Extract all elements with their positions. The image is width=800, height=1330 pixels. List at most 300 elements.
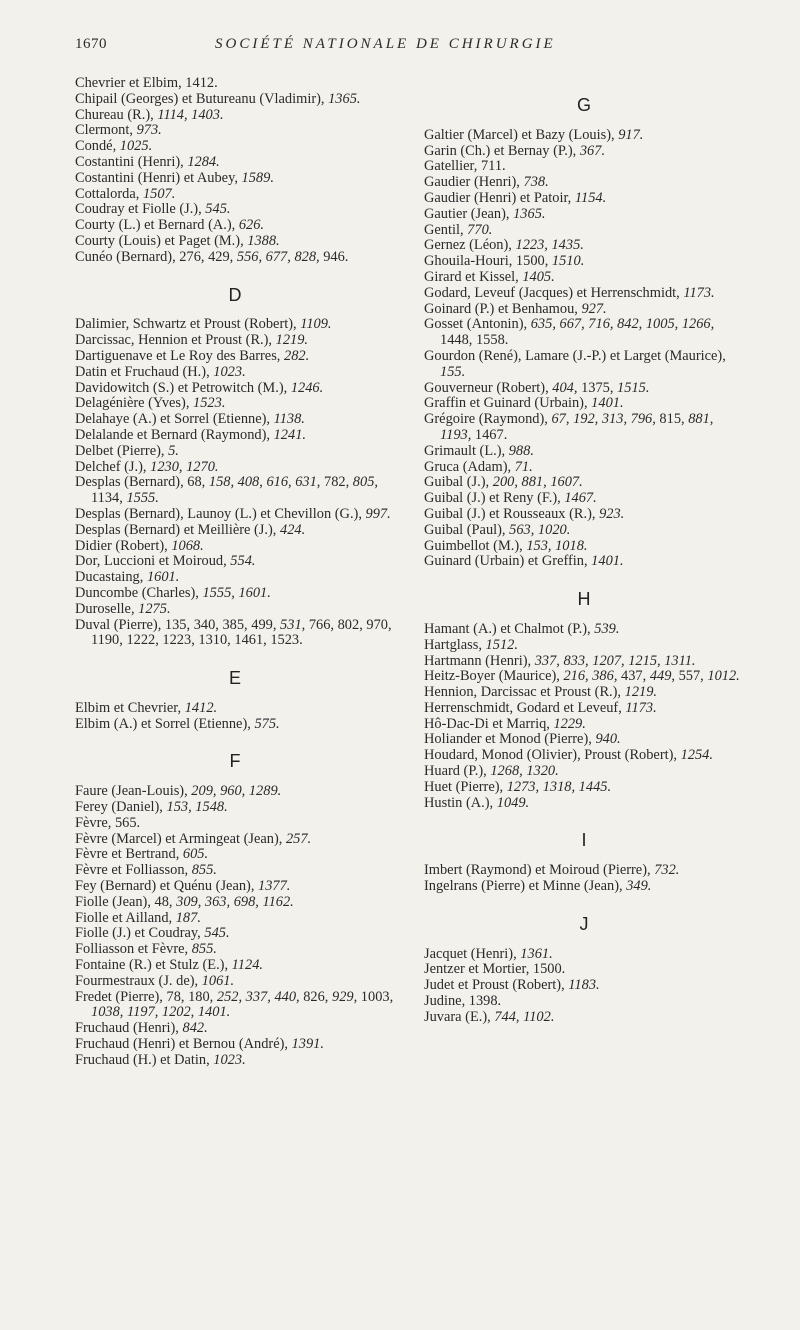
entry-text: Duval (Pierre), 135, 340, 385, 499,: [75, 616, 281, 633]
section-letter-text: E: [228, 668, 241, 689]
section-letter: [424, 913, 744, 934]
entry-text: Gaudier (Henri),: [424, 174, 524, 191]
index-entry: [75, 155, 395, 171]
entry-page-refs-italic: 545.: [205, 201, 231, 218]
section-letter: [424, 830, 744, 851]
index-entry: [75, 76, 395, 92]
entry-text: 766, 802, 970, 1190, 1222, 1223, 1310, 1461, 1523.: [91, 616, 392, 649]
entry-page-refs-italic: 1109.: [300, 316, 332, 333]
entry-text: Hartglass,: [424, 636, 486, 653]
entry-text: Grégoire (Raymond),: [424, 411, 552, 428]
entry-text: Condé,: [75, 138, 120, 155]
entry-page-refs-italic: 626.: [238, 217, 265, 234]
entry-page-refs-italic: 1275.: [138, 600, 171, 617]
entry-page-refs-italic: 153, 1548.: [166, 799, 228, 816]
entry-page-refs-italic: 531,: [280, 616, 306, 633]
index-entry: [75, 602, 395, 618]
entry-page-refs-italic: 282.: [284, 347, 310, 364]
index-entry: [75, 250, 395, 266]
entry-page-refs-italic: 424.: [280, 521, 306, 538]
index-entry: [75, 1021, 395, 1037]
section-letter-text: G: [576, 95, 591, 115]
index-column-left: [75, 76, 395, 1069]
entry-text: Judet et Proust (Robert),: [424, 977, 569, 994]
index-entry: [75, 974, 395, 990]
entry-text: Costantini (Henri),: [75, 153, 188, 170]
entry-text: Clermont,: [75, 122, 137, 139]
index-entry: [424, 144, 744, 160]
index-entry: [75, 349, 395, 365]
entry-page-refs-italic: 1555.: [126, 490, 159, 507]
entry-text: Galtier (Marcel) et Bazy (Louis),: [424, 126, 619, 143]
entry-page-refs-italic: 1154.: [574, 189, 607, 206]
index-entry: [424, 654, 744, 670]
index-entry: [75, 717, 395, 733]
entry-page-refs-italic: 855.: [191, 941, 217, 958]
entry-text: Ducastaing,: [75, 569, 147, 586]
entry-text: Heitz-Boyer (Maurice),: [424, 668, 564, 685]
index-entry: [424, 539, 744, 555]
entry-text: Darcissac, Hennion et Proust (R.),: [75, 332, 276, 349]
entry-text: Godard, Leveuf (Jacques) et Herrenschmidt,: [424, 284, 684, 301]
index-entry: [424, 764, 744, 780]
index-entry: [75, 523, 395, 539]
index-entry: [424, 780, 744, 796]
entry-text: Delbet (Pierre),: [75, 442, 169, 459]
index-entry: [75, 428, 395, 444]
index-column-right: [424, 76, 744, 1026]
section-letter-text: J: [579, 913, 589, 934]
entry-page-refs-italic: 1401.: [591, 395, 624, 412]
index-entry: [75, 460, 395, 476]
entry-text: Davidowitch (S.) et Petrowitch (M.),: [75, 379, 291, 396]
index-entry: [424, 412, 744, 444]
entry-text: Fey (Bernard) et Quénu (Jean),: [75, 878, 259, 895]
entry-text: Fredet (Pierre), 78, 180,: [75, 988, 217, 1005]
index-entry: [75, 1037, 395, 1053]
entry-text: Delalande et Bernard (Raymond),: [75, 426, 274, 443]
index-entry: [75, 958, 395, 974]
entry-page-refs-italic: 252, 337, 440,: [216, 988, 300, 1005]
entry-text: Folliasson et Fèvre,: [75, 941, 192, 958]
entry-text: 437,: [617, 668, 650, 685]
entry-text: Hô-Dac-Di et Marriq,: [424, 715, 554, 732]
index-entry: [424, 1010, 744, 1026]
index-entry: [75, 139, 395, 155]
index-entry: [424, 554, 744, 570]
entry-text: Guibal (J.) et Reny (F.),: [424, 490, 565, 507]
entry-page-refs-italic: 732.: [654, 862, 680, 879]
entry-page-refs-italic: 997.: [365, 505, 391, 522]
index-entry: [424, 302, 744, 318]
index-entry: [75, 412, 395, 428]
entry-text: Fèvre (Marcel) et Armingeat (Jean),: [75, 830, 286, 847]
section-letter: [424, 589, 744, 610]
entry-text: Fiolle (J.) et Coudray,: [75, 925, 205, 942]
entry-text: 557,: [675, 668, 708, 685]
entry-text: Fiolle et Ailland,: [75, 909, 176, 926]
index-entry: [424, 732, 744, 748]
entry-text: 1375,: [577, 379, 618, 396]
entry-text: Hennion, Darcissac et Proust (R.),: [424, 684, 625, 701]
entry-page-refs-italic: 1365.: [328, 90, 361, 107]
section-letter: [75, 751, 395, 772]
index-entry: [75, 396, 395, 412]
index-entry: [424, 879, 744, 895]
entry-page-refs-italic: 1388.: [247, 232, 280, 249]
entry-page-refs-italic: 1114, 1403.: [157, 106, 224, 123]
entry-page-refs-italic: 1219.: [275, 332, 309, 349]
entry-page-refs-italic: 563, 1020.: [509, 521, 571, 538]
entry-text: Didier (Robert),: [75, 537, 172, 554]
index-entry: [424, 475, 744, 491]
entry-text: Graffin et Guinard (Urbain),: [424, 395, 592, 412]
section-letter: [75, 284, 395, 305]
entry-page-refs-italic: 216, 386,: [563, 668, 618, 685]
index-entry: [424, 685, 744, 701]
entry-page-refs-italic: 1523.: [193, 395, 226, 412]
entry-text: 782,: [320, 474, 353, 491]
entry-page-refs-italic: 1229.: [553, 715, 586, 732]
entry-page-refs-italic: 1246.: [290, 379, 324, 396]
entry-page-refs-italic: 1049.: [496, 794, 530, 811]
entry-page-refs-italic: 1284.: [187, 153, 220, 170]
entry-page-refs-italic: 635, 667, 716, 842, 1005, 1266,: [530, 316, 715, 333]
entry-page-refs-italic: 1173.: [683, 284, 715, 301]
entry-text: Courty (L.) et Bernard (A.),: [75, 217, 239, 234]
index-entry: [75, 990, 395, 1022]
entry-page-refs-italic: 1555, 1601.: [202, 584, 271, 601]
index-entry: [424, 962, 744, 978]
entry-text: Gatellier, 711.: [424, 158, 506, 175]
section-letter-text: D: [228, 284, 242, 305]
entry-page-refs-italic: 1230, 1270.: [150, 458, 219, 475]
entry-text: 815,: [655, 411, 689, 428]
entry-text: Gourdon (René), Lamare (J.-P.) et Larget (Maurice),: [424, 347, 726, 364]
entry-page-refs-italic: 973.: [136, 122, 162, 139]
index-entry: [75, 554, 395, 570]
entry-page-refs-italic: 155.: [440, 363, 466, 380]
entry-page-refs-italic: 738.: [523, 174, 549, 191]
index-entry: [424, 128, 744, 144]
entry-text: Ferey (Daniel),: [75, 799, 167, 816]
entry-text: Delahaye (A.) et Sorrel (Etienne),: [75, 411, 274, 428]
index-entry: [424, 947, 744, 963]
entry-page-refs-italic: 1589.: [241, 169, 274, 186]
entry-page-refs-italic: 1515.: [617, 379, 650, 396]
entry-text: Dalimier, Schwartz et Proust (Robert),: [75, 316, 301, 333]
index-entry: [424, 207, 744, 223]
entry-text: Chipail (Georges) et Butureanu (Vladimir),: [75, 90, 329, 107]
page-number: 1670: [75, 36, 107, 52]
entry-text: Huet (Pierre),: [424, 778, 507, 795]
section-letter-text: H: [577, 589, 591, 610]
entry-text: Fèvre, 565.: [75, 814, 141, 831]
index-entry: [424, 669, 744, 685]
entry-text: Gosset (Antonin),: [424, 316, 531, 333]
index-entry: [424, 349, 744, 381]
entry-page-refs-italic: 67, 192, 313, 796,: [551, 411, 656, 428]
index-entry: [75, 701, 395, 717]
index-entry: [75, 863, 395, 879]
index-entry: [75, 911, 395, 927]
entry-page-refs-italic: 556, 677, 828,: [236, 248, 320, 265]
index-entry: [75, 381, 395, 397]
index-entry: [75, 365, 395, 381]
index-entry: [75, 800, 395, 816]
entry-text: Grimault (L.),: [424, 442, 509, 459]
entry-text: Ingelrans (Pierre) et Minne (Jean),: [424, 878, 627, 895]
entry-page-refs-italic: 337, 833, 1207, 1215, 1311.: [534, 652, 696, 669]
entry-text: Faure (Jean-Louis),: [75, 783, 192, 800]
index-entry: [424, 175, 744, 191]
entry-page-refs-italic: 1401.: [591, 553, 624, 570]
entry-page-refs-italic: 1012.: [707, 668, 740, 685]
entry-page-refs-italic: 539.: [594, 620, 620, 637]
entry-page-refs-italic: 404,: [552, 379, 578, 396]
entry-page-refs-italic: 1510.: [551, 253, 585, 270]
entry-text: Fiolle (Jean), 48,: [75, 893, 177, 910]
entry-text: Garin (Ch.) et Bernay (P.),: [424, 142, 580, 159]
index-entry: [424, 381, 744, 397]
entry-page-refs-italic: 158, 408, 616, 631,: [208, 474, 321, 491]
index-entry: [75, 816, 395, 832]
entry-page-refs-italic: 1377.: [258, 878, 291, 895]
index-entry: [424, 622, 744, 638]
index-entry: [424, 223, 744, 239]
entry-text: Hamant (A.) et Chalmot (P.),: [424, 620, 595, 637]
entry-page-refs-italic: 545.: [204, 925, 230, 942]
index-entry: [75, 847, 395, 863]
entry-text: Guimbellot (M.),: [424, 537, 527, 554]
entry-page-refs-italic: 1183.: [568, 977, 600, 994]
entry-page-refs-italic: 855.: [191, 862, 217, 879]
entry-text: Duncombe (Charles),: [75, 584, 203, 601]
index-entry: [75, 187, 395, 203]
index-entry: [75, 475, 395, 507]
entry-text: Guinard (Urbain) et Greffin,: [424, 553, 592, 570]
entry-page-refs-italic: 1023.: [213, 363, 246, 380]
index-entry: [424, 978, 744, 994]
entry-text: Houdard, Monod (Olivier), Proust (Robert),: [424, 747, 681, 764]
entry-text: Gautier (Jean),: [424, 205, 514, 222]
entry-text: 1003,: [357, 988, 394, 1005]
index-entry: [424, 994, 744, 1010]
entry-text: Cottalorda,: [75, 185, 143, 202]
entry-page-refs-italic: 1138.: [273, 411, 305, 428]
entry-text: Holiander et Monod (Pierre),: [424, 731, 596, 748]
index-entry: [75, 895, 395, 911]
entry-page-refs-italic: 1512.: [485, 636, 518, 653]
entry-text: Gentil,: [424, 221, 468, 238]
entry-text: Dartiguenave et Le Roy des Barres,: [75, 347, 284, 364]
entry-page-refs-italic: 1223, 1435.: [515, 237, 584, 254]
entry-page-refs-italic: 1405.: [522, 268, 555, 285]
page-header: [75, 36, 735, 56]
entry-text: Hustin (A.),: [424, 794, 497, 811]
entry-page-refs-italic: 770.: [467, 221, 493, 238]
index-entry: [424, 444, 744, 460]
section-letter: [75, 668, 395, 689]
entry-page-refs-italic: 842.: [182, 1020, 208, 1037]
entry-page-refs-italic: 917.: [618, 126, 644, 143]
index-entry: [424, 748, 744, 764]
entry-page-refs-italic: 881, 1193,: [440, 411, 714, 443]
entry-page-refs-italic: 1124.: [231, 957, 263, 974]
entry-page-refs-italic: 1273, 1318, 1445.: [506, 778, 612, 795]
entry-page-refs-italic: 1061.: [201, 972, 235, 989]
index-entry: [75, 507, 395, 523]
entry-text: Girard et Kissel,: [424, 268, 523, 285]
entry-page-refs-italic: 1412.: [184, 699, 218, 716]
entry-text: Gouverneur (Robert),: [424, 379, 553, 396]
index-entry: [424, 863, 744, 879]
index-entry: [75, 784, 395, 800]
entry-page-refs-italic: 554.: [230, 553, 256, 570]
entry-text: Jacquet (Henri),: [424, 945, 521, 962]
entry-text: Chevrier et Elbim, 1412.: [75, 75, 218, 91]
entry-text: Datin et Fruchaud (H.),: [75, 363, 214, 380]
entry-page-refs-italic: 71.: [514, 458, 533, 475]
entry-text: Herrenschmidt, Godard et Leveuf,: [424, 699, 626, 716]
entry-text: Desplas (Bernard) et Meillière (J.),: [75, 521, 280, 538]
index-entry: [75, 879, 395, 895]
index-entry: [75, 926, 395, 942]
entry-text: Gaudier (Henri) et Patoir,: [424, 189, 575, 206]
entry-text: 1467.: [471, 426, 508, 443]
entry-page-refs-italic: 1038, 1197, 1202, 1401.: [91, 1004, 231, 1021]
entry-page-refs-italic: 605.: [182, 846, 209, 863]
index-entry: [424, 717, 744, 733]
entry-page-refs-italic: 575.: [254, 715, 280, 732]
index-entry: [424, 396, 744, 412]
entry-page-refs-italic: 1391.: [291, 1036, 324, 1053]
index-entry: [75, 171, 395, 187]
index-entry: [75, 832, 395, 848]
index-entry: [424, 191, 744, 207]
entry-text: Fruchaud (Henri) et Bernou (André),: [75, 1036, 292, 1053]
entry-page-refs-italic: 1507.: [142, 185, 176, 202]
index-entry: [75, 333, 395, 349]
entry-page-refs-italic: 927.: [581, 300, 607, 317]
entry-page-refs-italic: 940.: [595, 731, 621, 748]
entry-page-refs-italic: 1173.: [625, 699, 657, 716]
entry-text: Coudray et Fiolle (J.),: [75, 201, 206, 218]
index-entry: [75, 317, 395, 333]
entry-page-refs-italic: 349.: [626, 878, 652, 895]
entry-page-refs-italic: 1241.: [273, 426, 306, 443]
entry-text: Fourmestraux (J. de),: [75, 972, 202, 989]
entry-page-refs-italic: 209, 960, 1289.: [191, 783, 282, 800]
entry-text: Cunéo (Bernard), 276, 429,: [75, 248, 237, 265]
entry-text: Fèvre et Folliasson,: [75, 862, 192, 879]
entry-text: Ghouila-Houri, 1500,: [424, 253, 552, 270]
entry-page-refs-italic: 1268, 1320.: [490, 763, 559, 780]
entry-page-refs-italic: 367.: [579, 142, 606, 159]
entry-page-refs-italic: 449,: [649, 668, 675, 685]
entry-text: Guibal (J.),: [424, 474, 493, 491]
index-entry: [75, 123, 395, 139]
entry-text: Jentzer et Mortier, 1500.: [424, 961, 566, 978]
index-entry: [75, 539, 395, 555]
index-entry: [75, 942, 395, 958]
entry-page-refs-italic: 923.: [599, 505, 625, 522]
index-entry: [424, 270, 744, 286]
entry-page-refs-italic: 309, 363, 698, 1162.: [176, 893, 294, 910]
index-entry: [75, 586, 395, 602]
index-entry: [75, 202, 395, 218]
entry-page-refs-italic: 153, 1018.: [526, 537, 588, 554]
entry-text: 826,: [299, 988, 333, 1005]
entry-text: Juvara (E.),: [424, 1008, 495, 1025]
entry-page-refs-italic: 929,: [332, 988, 358, 1005]
entry-text: Desplas (Bernard), 68,: [75, 474, 209, 491]
entry-text: Guibal (J.) et Rousseaux (R.),: [424, 505, 600, 522]
index-entry: [424, 507, 744, 523]
entry-page-refs-italic: 1361.: [520, 945, 553, 962]
index-entry: [75, 444, 395, 460]
entry-text: Costantini (Henri) et Aubey,: [75, 169, 242, 186]
entry-page-refs-italic: 1467.: [564, 490, 597, 507]
index-entry: [75, 218, 395, 234]
entry-page-refs-italic: 1023.: [213, 1051, 246, 1068]
index-entry: [424, 796, 744, 812]
entry-text: Imbert (Raymond) et Moiroud (Pierre),: [424, 862, 655, 879]
entry-page-refs-italic: 744, 1102.: [494, 1008, 555, 1025]
entry-text: Elbim et Chevrier,: [75, 699, 185, 716]
entry-text: Delchef (J.),: [75, 458, 151, 475]
section-letter-text: I: [581, 830, 587, 851]
entry-text: Duroselle,: [75, 600, 139, 617]
entry-page-refs-italic: 200, 881, 1607.: [492, 474, 583, 491]
entry-text: Fruchaud (Henri),: [75, 1020, 183, 1037]
entry-text: Dor, Luccioni et Moiroud,: [75, 553, 231, 570]
entry-text: Desplas (Bernard), Launoy (L.) et Chevillon (G.),: [75, 505, 366, 522]
entry-page-refs-italic: 1068.: [171, 537, 204, 554]
running-title: SOCIÉTÉ NATIONALE DE CHIRURGIE: [215, 36, 556, 52]
index-entry: [75, 1053, 395, 1069]
entry-text: Elbim (A.) et Sorrel (Etienne),: [75, 715, 255, 732]
entry-page-refs-italic: 1025.: [119, 138, 153, 155]
index-entry: [75, 108, 395, 124]
index-entry: [424, 254, 744, 270]
index-entry: [75, 234, 395, 250]
entry-text: Goinard (P.) et Benhamou,: [424, 300, 582, 317]
entry-page-refs-italic: 1219.: [624, 684, 658, 701]
entry-page-refs-italic: 1254.: [680, 747, 713, 764]
entry-text: Gruca (Adam),: [424, 458, 515, 475]
entry-page-refs-italic: 257.: [285, 830, 312, 847]
index-entry: [75, 570, 395, 586]
section-letter-text: F: [229, 751, 241, 772]
index-entry: [424, 460, 744, 476]
entry-text: 946.: [319, 248, 349, 265]
entry-text: Delagénière (Yves),: [75, 395, 194, 412]
index-entry: [75, 618, 395, 650]
entry-page-refs-italic: 1365.: [513, 205, 546, 222]
entry-text: Fontaine (R.) et Stulz (E.),: [75, 957, 232, 974]
index-entry: [424, 317, 744, 349]
index-entry: [424, 286, 744, 302]
entry-text: Judine, 1398.: [424, 993, 502, 1010]
entry-page-refs-italic: 5.: [168, 442, 179, 459]
index-entry: [424, 238, 744, 254]
index-entry: [424, 638, 744, 654]
entry-page-refs-italic: 1601.: [146, 569, 180, 586]
entry-page-refs-italic: 187.: [175, 909, 201, 926]
entry-text: Chureau (R.),: [75, 106, 158, 123]
index-entry: [424, 159, 744, 175]
